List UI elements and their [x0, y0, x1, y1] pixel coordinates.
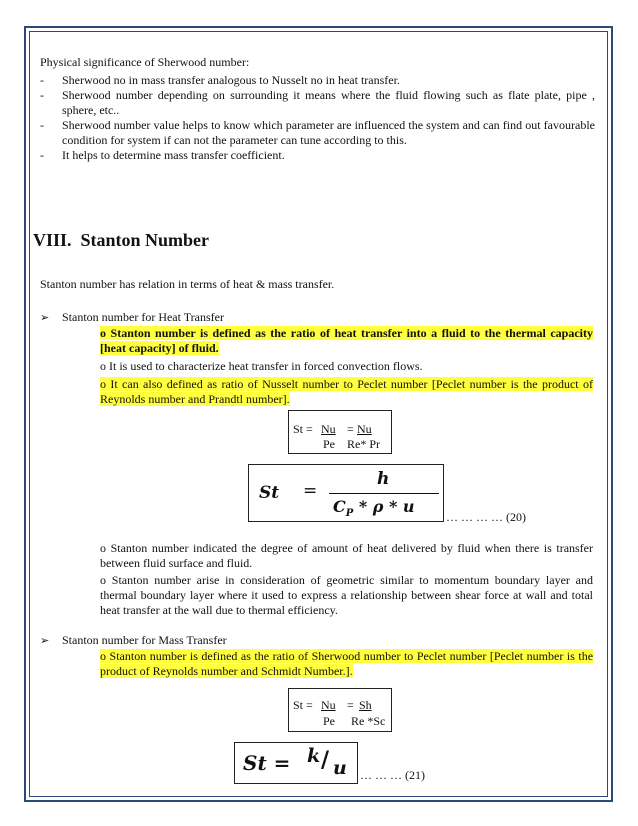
mass-point-1: o Stanton number is defined as the ratio of Sherwood number to Peclet number [Peclet number is the product of Reynolds number and Schmidt Number.].	[100, 649, 594, 678]
sherwood-points-list	[40, 73, 595, 163]
stanton-intro	[40, 277, 334, 292]
circle-bullet-icon: o	[100, 326, 106, 340]
mass-ratio-equation: St = Nu Pe = Sh Re *Sc	[288, 688, 392, 732]
equation-number-21: … … … (21)	[360, 768, 425, 782]
circle-bullet-icon: o	[100, 649, 106, 663]
arrow-bullet-icon: ➢	[40, 634, 50, 647]
heat-ratio-equation: St = Nu Pe = Nu Re* Pr	[288, 410, 392, 454]
heat-point-2: o It is used to characterize heat transfer in forced convection flows.	[100, 359, 423, 373]
circle-bullet-icon: o	[100, 573, 106, 587]
heat-point-3: o It can also defined as ratio of Nusselt number to Peclet number [Peclet number is the product of Reynolds number and Prandtl number].	[100, 377, 593, 406]
sherwood-intro	[40, 55, 249, 70]
mass-points-list	[100, 649, 593, 679]
sherwood-point-3: - Sherwood number value helps to know which parameter are influenced the system and can find out favourable condition for system if can not the parameter can tune according to this.	[40, 118, 595, 148]
circle-bullet-icon: o	[100, 541, 106, 555]
stanton-mass-equation: St = k / u	[234, 742, 358, 784]
heat-heading	[40, 310, 224, 325]
circle-bullet-icon: o	[100, 359, 106, 373]
heat-points2-list	[100, 541, 593, 618]
sherwood-point-2: - Sherwood number depending on surrounding it means where the fluid flowing such as flate plate, pipe , sphere, etc..	[40, 88, 595, 118]
heat-heading-text: Stanton number for Heat Transfer	[62, 310, 224, 324]
sherwood-point-1: - Sherwood no in mass transfer analogous to Nusselt no in heat transfer.	[40, 73, 595, 88]
sherwood-point-4: - It helps to determine mass transfer coefficient.	[40, 148, 595, 163]
mass-heading-text: Stanton number for Mass Transfer	[62, 633, 227, 647]
section-number: VIII.	[33, 230, 72, 250]
circle-bullet-icon: o	[100, 377, 106, 391]
stanton-heat-equation: St = h $C_P$ * ρ * u	[248, 464, 444, 522]
sherwood-intro-text: Physical significance of Sherwood number:	[40, 55, 250, 69]
arrow-bullet-icon: ➢	[40, 311, 50, 324]
heat-point-1	[100, 326, 593, 356]
mass-heading	[40, 633, 227, 648]
heat-points-list	[100, 326, 593, 407]
heat-point-5: o Stanton number arise in consideration of geometric similar to momentum boundary layer and thermal boundary layer where it used to express a relationship between shear force at wall and total heat transfer at the wall due to thermal efficiency.	[100, 573, 593, 617]
fraction-bar	[329, 493, 439, 494]
heat-point-4: o Stanton number indicated the degree of amount of heat delivered by fluid when there is transfer between fluid surface and fluid.	[100, 541, 594, 570]
section-heading	[33, 229, 209, 251]
stanton-intro-text: Stanton number has relation in terms of heat & mass transfer.	[40, 277, 335, 291]
equation-number-20: … … … … (20)	[446, 510, 526, 524]
heat-point-1-text: o Stanton number is defined as the ratio of heat transfer into a fluid to the thermal capacity [heat capacity] of fluid.	[100, 326, 594, 355]
section-title: Stanton Number	[80, 230, 210, 250]
